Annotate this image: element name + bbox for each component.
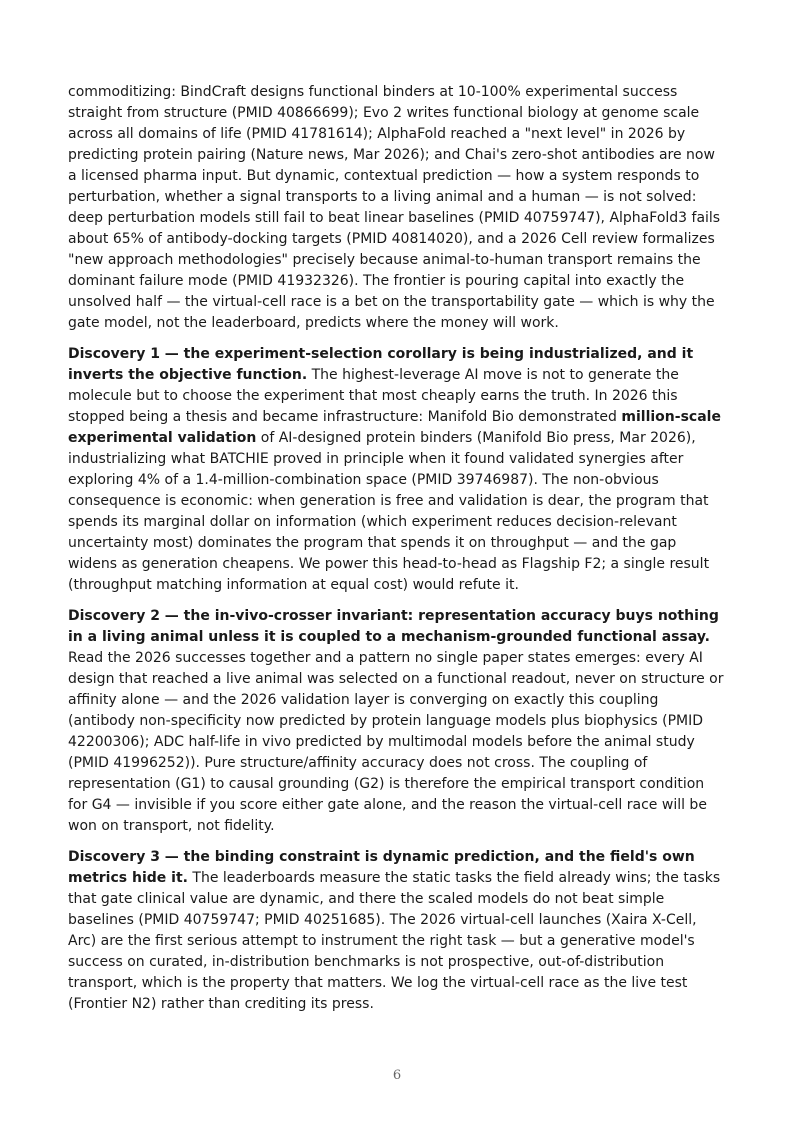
discovery-1-text: The highest-leverage AI move is not to generate the molecule but to choose the experiment that most cheaply earns the truth. In 2026 this stopped being a thesis and became infrastructure: Manifold Bio demonstrated [68,367,679,425]
page-body [68,82,726,1025]
paragraph-discovery-3 [68,847,726,1015]
paragraph-continuation [68,82,726,334]
paragraph-discovery-1 [68,344,726,596]
discovery-3-text: The leaderboards measure the static tasks the field already wins; the tasks that gate clinical value are dynamic, and there the scaled models do not beat simple baselines (PMID 40759747; PMID 40251685). The 2026 virtual-cell launches (Xaira X-Cell, Arc) are the first serious attempt to instrument the right task — but a generative model's success on curated, in-distribution benchmarks is not prospective, out-of-distribution transport, which is the property that matters. We log the virtual-cell race as the live test (Frontier N2) rather than crediting its press. [68,870,721,1012]
discovery-2-heading: Discovery 2 — the in-vivo-crosser invariant: representation accuracy buys nothing in a living animal unless it is coupled to a mechanism-grounded functional assay. [68,608,719,645]
discovery-2-text: Read the 2026 successes together and a pattern no single paper states emerges: every AI design that reached a live animal was selected on a functional readout, never on structure or affinity alone — and the 2026 validation layer is converging on exactly this coupling (antibody non-specificity now predicted by protein language models plus biophysics (PMID 42200306); ADC half-life in vivo predicted by multimodal models before the animal study (PMID 41996252)). Pure structure/affinity accuracy does not cross. The coupling of representation (G1) to causal grounding (G2) is therefore the empirical transport condition for G4 — invisible if you score either gate alone, and the reason the virtual-cell race will be won on transport, not fidelity. [68,650,724,834]
discovery-1-text-cont: of AI-designed protein binders (Manifold Bio press, Mar 2026), industrializing what BATCHIE proved in principle when it found validated synergies after exploring 4% of a 1.4-million-combination space (PMID 39746987). The non-obvious consequence is economic: when generation is free and validation is dear, the program that spends its marginal dollar on information (which experiment reduces decision-relevant uncertainty most) dominates the program that spends it on throughput — and the gap widens as generation cheapens. We power this head-to-head as Flagship F2; a single result (throughput matching information at equal cost) would refute it. [68,430,710,593]
discovery-3-heading: Discovery 3 — the binding constraint is dynamic prediction, and the field's own metrics hide it. [68,849,695,886]
paragraph-discovery-2 [68,606,726,837]
discovery-1-heading: Discovery 1 — the experiment-selection corollary is being industrialized, and it inverts the objective function. [68,346,694,383]
discovery-1-emphasis: million-scale experimental validation [68,409,721,446]
page-number: 6 [392,1068,402,1083]
paragraph-text: commoditizing: BindCraft designs functional binders at 10-100% experimental success straight from structure (PMID 40866699); Evo 2 writes functional biology at genome scale across all domains of life (PMID 41781614); AlphaFold reached a "next level" in 2026 by predicting protein pairing (Nature news, Mar 2026); and Chai's zero-shot antibodies are now a licensed pharma input. But dynamic, contextual prediction — how a system responds to perturbation, whether a signal transports to a living animal and a human — is not solved: deep perturbation models still fail to beat linear baselines (PMID 40759747), AlphaFold3 fails about 65% of antibody-docking targets (PMID 40814020), and a 2026 Cell review formalizes "new approach methodologies" precisely because animal-to-human transport remains the dominant failure mode (PMID 41932326). The frontier is pouring capital into exactly the unsolved half — the virtual-cell race is a bet on the transportability gate — which is why the gate model, not the leaderboard, predicts where the money will work. [68,84,721,331]
